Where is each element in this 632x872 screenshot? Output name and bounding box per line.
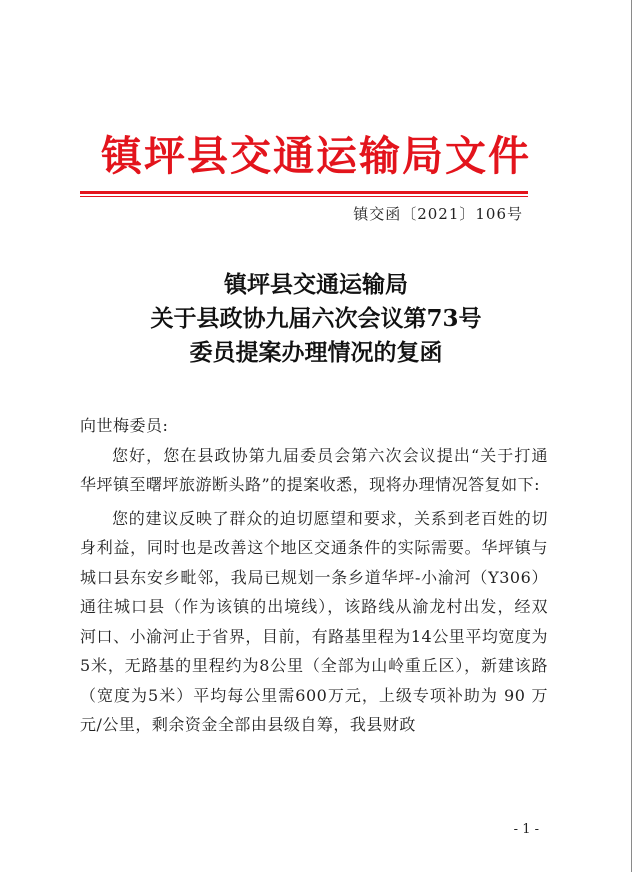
paragraph-2: 您的建议反映了群众的迫切愿望和要求，关系到老百姓的切身利益，同时也是改善这个地区交通条件的实际需要。华坪镇与城口县东安乡毗邻，我局已规划一条乡道华坪-小渝河（Y306）通往城口县（作为该镇的出境线），该路线从渝龙村出发，经双河口、小渝河止于省界，目前，有路基里程为14公里平均宽度为5米，无路基的里程约为8公里（全部为山岭重丘区），新建该路（宽度为5米）平均每公里需600万元，上级专项补助为 90 万元/公里，剩余资金全部由县级自筹，我县财政 <box>80 508 548 734</box>
salutation: 向世梅委员: <box>80 416 169 435</box>
title-line-1: 镇坪县交通运输局 <box>224 271 408 298</box>
document-body <box>80 411 548 740</box>
document-number: 镇交函〔2021〕106号 <box>353 205 523 223</box>
header-red-rule-thin <box>80 196 528 197</box>
page-number: - 1 - <box>513 822 539 837</box>
org-header-title: 镇坪县交通运输局文件 <box>101 132 531 180</box>
header-red-rule <box>80 191 528 194</box>
document-title <box>0 268 632 370</box>
paragraph-1: 您好，您在县政协第九届委员会第六次会议提出“关于打通华坪镇至曙坪旅游断头路”的提案收悉，现将办理情况答复如下: <box>80 445 548 494</box>
title-line-2: 关于县政协九届六次会议第73号 <box>150 305 482 332</box>
title-line-3: 委员提案办理情况的复函 <box>189 339 443 366</box>
